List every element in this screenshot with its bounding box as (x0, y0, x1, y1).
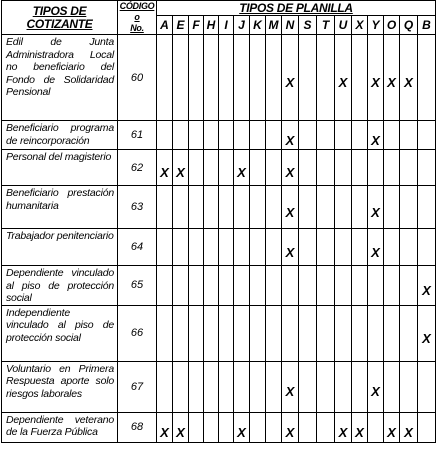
planilla-mark-cell (299, 150, 317, 186)
planilla-mark-cell (418, 186, 436, 229)
tipos-de-cotizante-header (2, 1, 118, 35)
planilla-mark-cell (250, 150, 266, 186)
planilla-mark: X (176, 424, 185, 440)
planilla-mark: X (404, 424, 413, 440)
cotizante-code: 60 (118, 35, 157, 121)
planilla-mark-cell (234, 305, 250, 361)
planilla-mark: X (387, 75, 396, 90)
header-no: No. (130, 23, 144, 33)
planilla-mark-cell (418, 266, 436, 306)
planilla-mark-cell (234, 412, 250, 442)
planilla-mark-cell (219, 150, 234, 186)
planilla-mark-cell (384, 266, 400, 306)
planilla-mark-cell (335, 229, 352, 266)
planilla-mark-cell (317, 266, 335, 306)
planilla-mark-cell (400, 229, 418, 266)
header-codigo: CÓDIGO o (119, 1, 155, 22)
planilla-table-container (1, 0, 436, 443)
planilla-mark-cell (400, 361, 418, 412)
planilla-mark-cell (173, 361, 189, 412)
planilla-mark-cell (234, 186, 250, 229)
planilla-mark-cell (250, 35, 266, 121)
planilla-mark-cell (250, 121, 266, 150)
planilla-mark-cell (189, 229, 204, 266)
planilla-mark-cell (400, 150, 418, 186)
planilla-mark: X (285, 384, 295, 399)
planilla-mark-cell (418, 361, 436, 412)
planilla-mark-cell (189, 186, 204, 229)
planilla-letter-header: S (299, 16, 317, 35)
table-row (2, 266, 436, 306)
planilla-mark-cell (352, 361, 368, 412)
planilla-mark-cell (234, 150, 250, 186)
planilla-mark: X (237, 165, 246, 180)
cotizante-code: 65 (118, 266, 157, 306)
planilla-mark-cell (299, 305, 317, 361)
planilla-mark-cell (204, 412, 219, 442)
planilla-mark-cell (157, 229, 173, 266)
planilla-mark-cell (352, 266, 368, 306)
planilla-mark: X (285, 165, 295, 180)
planilla-mark-cell (266, 305, 282, 361)
planilla-mark-cell (219, 121, 234, 150)
planilla-mark-cell (173, 266, 189, 306)
planilla-mark-cell (266, 412, 282, 442)
planilla-mark-cell (173, 229, 189, 266)
planilla-mark-cell (400, 35, 418, 121)
planilla-mark-cell (384, 412, 400, 442)
planilla-mark-cell (204, 121, 219, 150)
planilla-mark-cell (368, 305, 384, 361)
table-row (2, 229, 436, 266)
planilla-mark-cell (204, 361, 219, 412)
planilla-mark-cell (335, 150, 352, 186)
planilla-letter-header: J (234, 16, 250, 35)
planilla-mark: X (285, 424, 295, 440)
planilla-mark-cell (368, 266, 384, 306)
planilla-mark: X (371, 204, 380, 220)
planilla-letter-header: I (219, 16, 234, 35)
planilla-mark: X (371, 244, 380, 260)
planilla-mark-cell (282, 150, 299, 186)
planilla-letter-header: Q (400, 16, 418, 35)
planilla-mark-cell (219, 412, 234, 442)
planilla-mark: X (355, 424, 364, 440)
planilla-mark-cell (418, 412, 436, 442)
planilla-mark-cell (368, 186, 384, 229)
planilla-mark-cell (400, 412, 418, 442)
planilla-mark-cell (157, 412, 173, 442)
table-body (2, 35, 436, 443)
planilla-mark-cell (317, 186, 335, 229)
planilla-mark-cell (282, 305, 299, 361)
planilla-mark-cell (157, 305, 173, 361)
planilla-mark-cell (219, 186, 234, 229)
planilla-mark-cell (266, 266, 282, 306)
planilla-mark: X (371, 132, 380, 148)
planilla-mark-cell (384, 35, 400, 121)
planilla-mark-cell (317, 412, 335, 442)
table-row (2, 186, 436, 229)
planilla-letter-header: B (418, 16, 436, 35)
planilla-letter-header: U (335, 16, 352, 35)
planilla-mark-cell (250, 266, 266, 306)
planilla-mark: X (422, 330, 431, 346)
planilla-mark: X (371, 384, 380, 399)
planilla-mark-cell (299, 412, 317, 442)
cotizante-description: Beneficiario programa de reincorporación (2, 121, 118, 150)
planilla-mark-cell (400, 305, 418, 361)
planilla-mark-cell (173, 121, 189, 150)
cotizante-description: Independiente vinculado al piso de protección social (2, 305, 118, 361)
planilla-mark-cell (384, 186, 400, 229)
planilla-mark-cell (352, 305, 368, 361)
planilla-letter-header: N (282, 16, 299, 35)
planilla-mark-cell (335, 361, 352, 412)
tipos-de-planilla-header: TIPOS DE PLANILLA (157, 1, 436, 16)
planilla-letter-header: X (352, 16, 368, 35)
planilla-letter-header: Y (368, 16, 384, 35)
table-row (2, 305, 436, 361)
planilla-mark-cell (384, 305, 400, 361)
planilla-mark-cell (234, 361, 250, 412)
planilla-mark-cell (384, 229, 400, 266)
planilla-letter-header: O (384, 16, 400, 35)
planilla-mark-cell (335, 35, 352, 121)
planilla-mark-cell (173, 35, 189, 121)
planilla-mark-cell (173, 305, 189, 361)
planilla-mark-cell (400, 266, 418, 306)
planilla-mark-cell (157, 121, 173, 150)
table-row (2, 412, 436, 442)
planilla-mark-cell (173, 412, 189, 442)
planilla-mark-cell (317, 305, 335, 361)
planilla-mark-cell (266, 229, 282, 266)
planilla-letter-header: E (173, 16, 189, 35)
planilla-mark: X (160, 424, 169, 440)
planilla-mark-cell (299, 186, 317, 229)
cotizante-description: Dependiente vinculado al piso de protección social (2, 266, 118, 306)
planilla-mark: X (285, 244, 295, 260)
planilla-mark-cell (368, 150, 384, 186)
table-row (2, 35, 436, 121)
cotizante-code: 62 (118, 150, 157, 186)
table-row (2, 150, 436, 186)
planilla-mark: X (176, 165, 185, 180)
cotizante-description: Trabajador penitenciario (2, 229, 118, 266)
planilla-mark: X (237, 424, 246, 440)
planilla-mark: X (285, 204, 295, 220)
planilla-mark-cell (317, 35, 335, 121)
planilla-mark-cell (282, 186, 299, 229)
planilla-mark-cell (368, 412, 384, 442)
cotizante-planilla-table (1, 0, 436, 443)
planilla-mark-cell (157, 150, 173, 186)
planilla-mark-cell (189, 150, 204, 186)
planilla-letter-header: K (250, 16, 266, 35)
planilla-mark-cell (299, 361, 317, 412)
planilla-mark-cell (250, 412, 266, 442)
planilla-mark-cell (282, 35, 299, 121)
planilla-mark-cell (219, 35, 234, 121)
planilla-mark-cell (282, 361, 299, 412)
planilla-mark-cell (204, 266, 219, 306)
planilla-mark: X (285, 132, 295, 148)
table-row (2, 121, 436, 150)
cotizante-description: Personal del magisterio (2, 150, 118, 186)
planilla-mark-cell (317, 361, 335, 412)
planilla-mark-cell (299, 229, 317, 266)
planilla-mark-cell (266, 361, 282, 412)
planilla-mark-cell (204, 305, 219, 361)
planilla-mark-cell (204, 150, 219, 186)
planilla-mark-cell (219, 266, 234, 306)
planilla-mark-cell (299, 35, 317, 121)
header-cotizante: COTIZANTE (26, 16, 93, 31)
planilla-mark-cell (234, 266, 250, 306)
planilla-mark-cell (352, 186, 368, 229)
planilla-mark-cell (189, 266, 204, 306)
planilla-mark: X (285, 75, 295, 90)
planilla-mark-cell (157, 361, 173, 412)
cotizante-description: Edil de Junta Administradora Local no beneficiario del Fondo de Solidaridad Pensional (2, 35, 118, 121)
planilla-mark-cell (282, 266, 299, 306)
planilla-letter-header: F (189, 16, 204, 35)
cotizante-description: Voluntario en Primera Respuesta aporte solo riesgos laborales (2, 361, 118, 412)
planilla-letter-header: M (266, 16, 282, 35)
planilla-mark-cell (189, 361, 204, 412)
planilla-mark-cell (299, 266, 317, 306)
planilla-mark-cell (352, 412, 368, 442)
planilla-mark-cell (266, 150, 282, 186)
planilla-mark-cell (400, 186, 418, 229)
planilla-mark-cell (352, 121, 368, 150)
cotizante-description: Beneficiario prestación humanitaria (2, 186, 118, 229)
cotizante-code: 68 (118, 412, 157, 442)
planilla-mark-cell (204, 229, 219, 266)
planilla-mark-cell (299, 121, 317, 150)
planilla-mark-cell (368, 229, 384, 266)
planilla-mark-cell (282, 412, 299, 442)
cotizante-code: 61 (118, 121, 157, 150)
planilla-mark-cell (204, 35, 219, 121)
planilla-mark-cell (173, 150, 189, 186)
planilla-mark-cell (266, 121, 282, 150)
planilla-mark: X (338, 424, 348, 440)
planilla-mark-cell (317, 150, 335, 186)
planilla-mark-cell (368, 121, 384, 150)
planilla-mark-cell (400, 121, 418, 150)
planilla-letter-header: H (204, 16, 219, 35)
planilla-letter-header: T (317, 16, 335, 35)
planilla-mark-cell (250, 229, 266, 266)
planilla-mark-cell (189, 121, 204, 150)
planilla-mark-cell (250, 361, 266, 412)
planilla-mark-cell (418, 35, 436, 121)
planilla-mark-cell (317, 121, 335, 150)
planilla-mark-cell (250, 305, 266, 361)
planilla-mark-cell (189, 412, 204, 442)
planilla-mark-cell (189, 305, 204, 361)
planilla-mark-cell (335, 305, 352, 361)
table-row (2, 361, 436, 412)
planilla-mark-cell (204, 186, 219, 229)
planilla-mark-cell (173, 186, 189, 229)
planilla-mark-cell (418, 150, 436, 186)
codigo-header (118, 1, 157, 35)
planilla-mark-cell (234, 121, 250, 150)
cotizante-code: 67 (118, 361, 157, 412)
planilla-mark-cell (250, 186, 266, 229)
planilla-mark-cell (234, 229, 250, 266)
cotizante-code: 63 (118, 186, 157, 229)
planilla-mark: X (387, 424, 396, 440)
planilla-mark-cell (418, 229, 436, 266)
planilla-mark-cell (282, 121, 299, 150)
planilla-mark-cell (352, 150, 368, 186)
planilla-mark-cell (384, 121, 400, 150)
planilla-letter-header: A (157, 16, 173, 35)
planilla-mark-cell (418, 305, 436, 361)
planilla-mark-cell (219, 229, 234, 266)
planilla-mark-cell (384, 150, 400, 186)
planilla-mark: X (422, 282, 431, 298)
header-tipos-de: TIPOS DE (32, 3, 87, 18)
planilla-mark-cell (384, 361, 400, 412)
planilla-mark-cell (157, 186, 173, 229)
planilla-mark-cell (282, 229, 299, 266)
planilla-mark: X (160, 165, 169, 180)
planilla-mark-cell (189, 35, 204, 121)
planilla-mark-cell (219, 361, 234, 412)
planilla-mark-cell (418, 121, 436, 150)
planilla-mark-cell (335, 412, 352, 442)
planilla-mark-cell (234, 35, 250, 121)
cotizante-code: 66 (118, 305, 157, 361)
planilla-mark-cell (266, 186, 282, 229)
planilla-mark-cell (219, 305, 234, 361)
planilla-mark: X (404, 75, 413, 90)
planilla-mark-cell (335, 266, 352, 306)
cotizante-code: 64 (118, 229, 157, 266)
planilla-mark-cell (352, 35, 368, 121)
planilla-mark-cell (335, 121, 352, 150)
planilla-mark: X (338, 75, 348, 90)
planilla-mark-cell (266, 35, 282, 121)
cotizante-description: Dependiente veterano de la Fuerza Pública (2, 412, 118, 442)
planilla-mark-cell (368, 361, 384, 412)
planilla-mark-cell (157, 35, 173, 121)
planilla-mark-cell (368, 35, 384, 121)
planilla-mark: X (371, 75, 380, 90)
planilla-mark-cell (335, 186, 352, 229)
planilla-mark-cell (157, 266, 173, 306)
planilla-mark-cell (352, 229, 368, 266)
planilla-mark-cell (317, 229, 335, 266)
